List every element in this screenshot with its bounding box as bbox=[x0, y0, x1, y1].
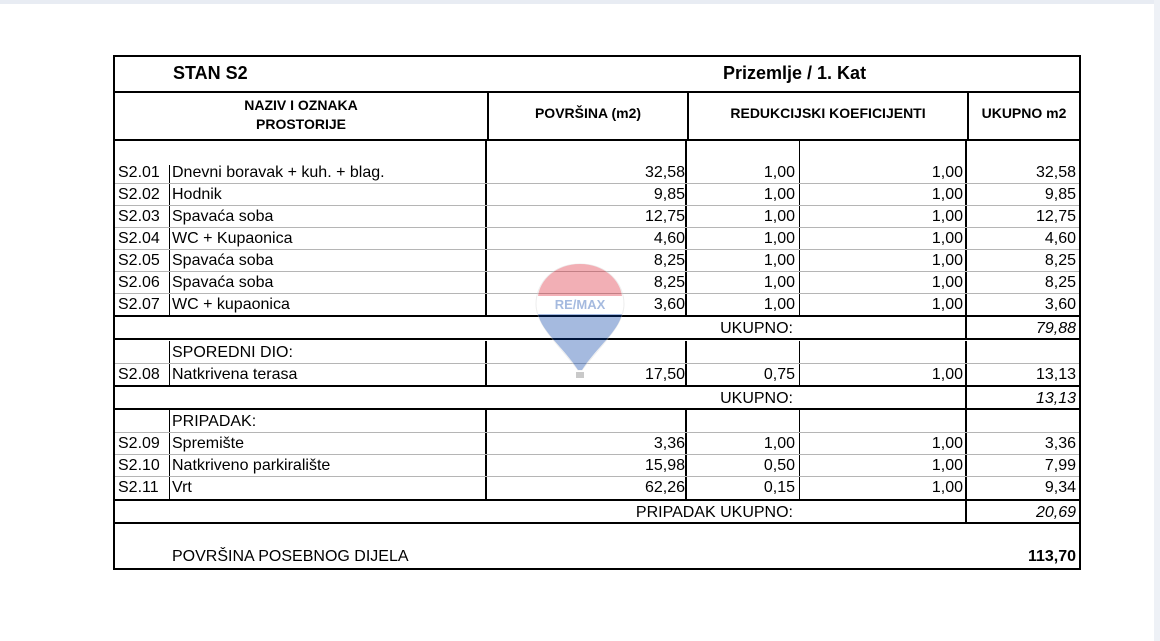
room-code: S2.07 bbox=[118, 296, 160, 313]
viewer-top-bar bbox=[0, 0, 1160, 4]
room-coef-2: 1,00 bbox=[931, 479, 963, 496]
room-code: S2.06 bbox=[118, 274, 160, 291]
title-row bbox=[115, 57, 1079, 93]
room-name: Spavaća soba bbox=[172, 274, 274, 291]
room-coef-1: 1,00 bbox=[763, 164, 795, 181]
room-total: 7,99 bbox=[1044, 457, 1076, 474]
room-coef-2: 1,00 bbox=[931, 186, 963, 203]
secondary-total-value: 13,13 bbox=[1035, 390, 1076, 407]
table-row bbox=[115, 476, 1079, 498]
header-name bbox=[115, 93, 487, 139]
room-name: Dnevni boravak + kuh. + blag. bbox=[172, 164, 385, 181]
table-row bbox=[115, 227, 1079, 249]
room-total: 3,60 bbox=[1044, 296, 1076, 313]
room-name: WC + kupaonica bbox=[172, 296, 290, 313]
room-total: 8,25 bbox=[1044, 252, 1076, 269]
room-name: Natkrivena terasa bbox=[172, 366, 298, 383]
header-name-line2: PROSTORIJE bbox=[256, 116, 346, 132]
room-coef-1: 0,75 bbox=[763, 366, 795, 383]
room-total: 9,85 bbox=[1044, 186, 1076, 203]
room-area: 9,85 bbox=[653, 186, 685, 203]
room-coef-2: 1,00 bbox=[931, 435, 963, 452]
table-row bbox=[115, 454, 1079, 476]
appurtenance-total-value: 20,69 bbox=[1035, 504, 1076, 521]
room-code: S2.02 bbox=[118, 186, 160, 203]
header-name-line1: NAZIV I OZNAKA bbox=[244, 97, 358, 113]
room-area: 3,60 bbox=[653, 296, 685, 313]
room-coef-2: 1,00 bbox=[931, 252, 963, 269]
room-area: 8,25 bbox=[653, 252, 685, 269]
room-area: 12,75 bbox=[644, 208, 685, 225]
appurtenance-total-row bbox=[115, 501, 1079, 523]
table-row bbox=[115, 183, 1079, 205]
room-coef-1: 1,00 bbox=[763, 274, 795, 291]
rooms-total-value: 79,88 bbox=[1035, 320, 1076, 337]
room-code: S2.04 bbox=[118, 230, 160, 247]
room-coef-1: 1,00 bbox=[763, 186, 795, 203]
final-area-value: 113,70 bbox=[1027, 548, 1076, 565]
balloon-basket bbox=[576, 372, 584, 378]
room-coef-2: 1,00 bbox=[931, 457, 963, 474]
room-coef-2: 1,00 bbox=[931, 274, 963, 291]
room-coef-1: 1,00 bbox=[763, 208, 795, 225]
room-code: S2.05 bbox=[118, 252, 160, 269]
header-coefficients: REDUKCIJSKI KOEFICIJENTI bbox=[687, 93, 967, 139]
room-code: S2.10 bbox=[118, 457, 160, 474]
room-code: S2.03 bbox=[118, 208, 160, 225]
table-row bbox=[115, 205, 1079, 227]
room-area: 3,36 bbox=[653, 435, 685, 452]
room-code: S2.08 bbox=[118, 366, 160, 383]
room-name: Hodnik bbox=[172, 186, 222, 203]
section-heading-row bbox=[115, 410, 1079, 432]
room-code: S2.01 bbox=[118, 164, 160, 181]
room-total: 8,25 bbox=[1044, 274, 1076, 291]
room-coef-1: 1,00 bbox=[763, 435, 795, 452]
room-area: 4,60 bbox=[653, 230, 685, 247]
room-area: 15,98 bbox=[644, 457, 685, 474]
final-area-label: POVRŠINA POSEBNOG DIJELA bbox=[172, 548, 409, 565]
room-name: Vrt bbox=[172, 479, 192, 496]
room-coef-1: 0,15 bbox=[763, 479, 795, 496]
table-row bbox=[115, 161, 1079, 183]
room-total: 13,13 bbox=[1035, 366, 1076, 383]
unit-title: STAN S2 bbox=[173, 63, 248, 83]
room-total: 4,60 bbox=[1044, 230, 1076, 247]
rooms-total-label: UKUPNO: bbox=[720, 320, 793, 337]
room-name: WC + Kupaonica bbox=[172, 230, 293, 247]
room-coef-2: 1,00 bbox=[931, 230, 963, 247]
secondary-total-row bbox=[115, 387, 1079, 409]
table-row bbox=[115, 432, 1079, 454]
remax-balloon-watermark bbox=[534, 262, 626, 380]
room-area: 8,25 bbox=[653, 274, 685, 291]
room-name: Spavaća soba bbox=[172, 252, 274, 269]
room-total: 9,34 bbox=[1044, 479, 1076, 496]
room-total: 3,36 bbox=[1044, 435, 1076, 452]
room-name: Spremište bbox=[172, 435, 245, 452]
viewer-scrollbar-track[interactable] bbox=[1154, 0, 1160, 641]
secondary-total-label: UKUPNO: bbox=[720, 390, 793, 407]
room-coef-1: 1,00 bbox=[763, 296, 795, 313]
room-coef-2: 1,00 bbox=[931, 208, 963, 225]
header-row bbox=[115, 93, 1079, 141]
room-coef-2: 1,00 bbox=[931, 366, 963, 383]
room-total: 12,75 bbox=[1035, 208, 1076, 225]
room-name: Natkriveno parkiralište bbox=[172, 457, 331, 474]
appurtenance-heading: PRIPADAK: bbox=[172, 413, 257, 430]
balloon-blue-band bbox=[538, 314, 622, 370]
header-area: POVRŠINA (m2) bbox=[487, 93, 687, 139]
room-total: 32,58 bbox=[1035, 164, 1076, 181]
room-name: Spavaća soba bbox=[172, 208, 274, 225]
room-area: 32,58 bbox=[644, 164, 685, 181]
room-coef-2: 1,00 bbox=[931, 164, 963, 181]
room-coef-1: 1,00 bbox=[763, 252, 795, 269]
room-code: S2.11 bbox=[118, 479, 159, 496]
room-coef-1: 1,00 bbox=[763, 230, 795, 247]
room-code: S2.09 bbox=[118, 435, 160, 452]
room-area: 17,50 bbox=[644, 366, 685, 383]
room-coef-2: 1,00 bbox=[931, 296, 963, 313]
secondary-heading: SPOREDNI DIO: bbox=[172, 344, 293, 361]
balloon-red-band bbox=[538, 264, 622, 296]
header-total: UKUPNO m2 bbox=[967, 93, 1079, 139]
appurtenance-total-label: PRIPADAK UKUPNO: bbox=[635, 504, 793, 521]
floor-title: Prizemlje / 1. Kat bbox=[723, 63, 867, 83]
room-area: 62,26 bbox=[644, 479, 685, 496]
watermark-text: RE/MAX bbox=[554, 297, 606, 312]
room-coef-1: 0,50 bbox=[763, 457, 795, 474]
